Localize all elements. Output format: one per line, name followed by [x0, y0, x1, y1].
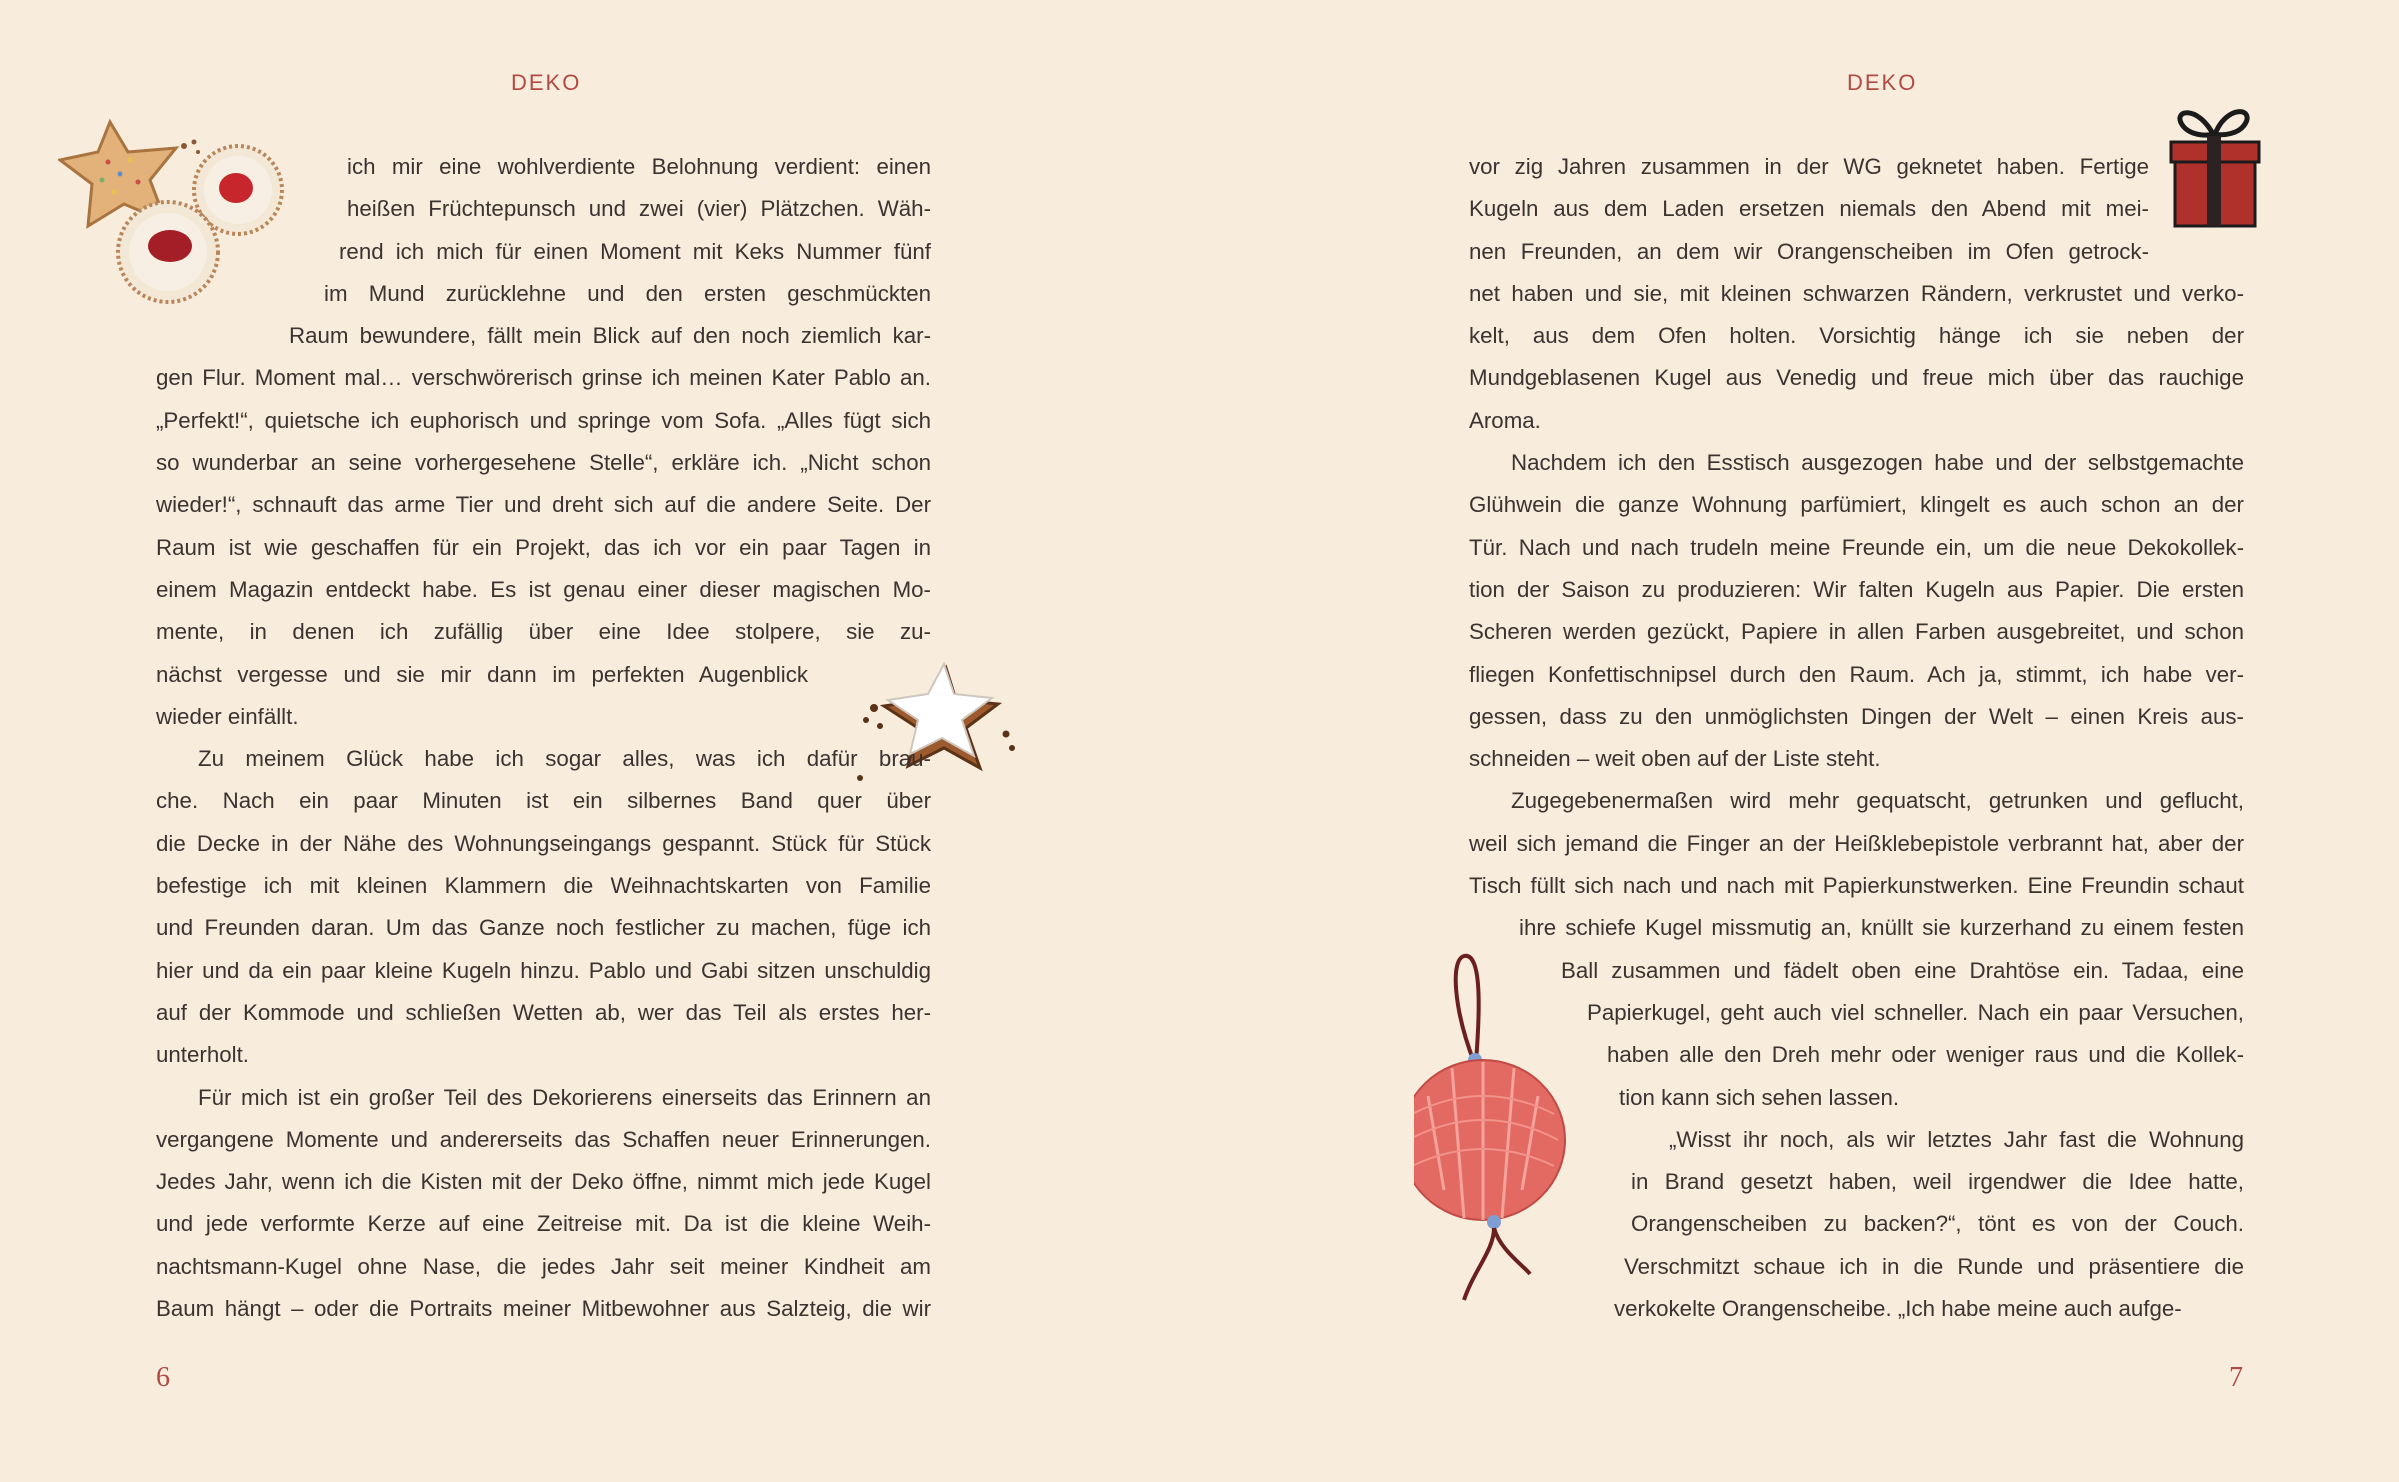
- text-line: unterholt.: [156, 1042, 249, 1068]
- page-number: 6: [156, 1362, 170, 1393]
- text-line: Tisch füllt sich nach und nach mit Papierkunstwerken. Eine Freundin schaut: [1469, 873, 2244, 899]
- text-line: nächst vergesse und sie mir dann im perfekten Augenblick: [156, 661, 808, 687]
- text-line: heißen Früchtepunsch und zwei (vier) Plätzchen. Wäh-: [347, 196, 931, 222]
- text-line: einem Magazin entdeckt habe. Es ist genau einer dieser magischen Mo-: [156, 576, 931, 602]
- text-line: che. Nach ein paar Minuten ist ein silbernes Band quer über: [156, 788, 931, 814]
- text-line: Zugegebenermaßen wird mehr gequatscht, getrunken und geflucht,: [1511, 788, 2244, 814]
- text-line: wieder einfällt.: [156, 703, 299, 729]
- text-line: „Perfekt!“, quietsche ich euphorisch und springe vom Sofa. „Alles fügt sich: [156, 407, 931, 433]
- text-line: Ball zusammen und fädelt oben eine Drahtöse ein. Tadaa, eine: [1561, 957, 2244, 983]
- text-line: vergangene Momente und andererseits das Schaffen neuer Erinnerungen.: [156, 1126, 931, 1152]
- text-line: Mundgeblasenen Kugel aus Venedig und freue mich über das rauchige: [1469, 365, 2244, 391]
- text-line: Scheren werden gezückt, Papiere in allen Farben ausgebreitet, und schon: [1469, 619, 2244, 645]
- text-line: hier und da ein paar kleine Kugeln hinzu. Pablo und Gabi sitzen unschuldig: [156, 957, 931, 983]
- text-line: Zu meinem Glück habe ich sogar alles, was ich dafür brau-: [198, 746, 931, 772]
- page-number: 7: [2229, 1362, 2243, 1393]
- text-line: gessen, dass zu den unmöglichsten Dingen der Welt – einen Kreis aus-: [1469, 703, 2244, 729]
- body-text: [156, 146, 931, 1330]
- text-line: ich mir eine wohlverdiente Belohnung verdient: einen: [347, 154, 931, 179]
- body-text: [1469, 146, 2244, 1330]
- text-line: vor zig Jahren zusammen in der WG geknetet haben. Fertige: [1469, 154, 2149, 179]
- text-line: Aroma.: [1469, 407, 1541, 433]
- running-head: DEKO: [1847, 70, 1918, 95]
- text-line: auf der Kommode und schließen Wetten ab, wer das Teil als erstes her-: [156, 999, 931, 1025]
- text-line: wieder!“, schnauft das arme Tier und dreht sich auf die andere Seite. Der: [156, 492, 931, 518]
- text-line: nachtsmann-Kugel ohne Nase, die jedes Jahr seit meiner Kindheit am: [156, 1253, 931, 1279]
- text-line: Glühwein die ganze Wohnung parfümiert, klingelt es auch schon an der: [1469, 492, 2244, 518]
- text-line: haben alle den Dreh mehr oder weniger raus und die Kollek-: [1607, 1042, 2244, 1068]
- text-line: rend ich mich für einen Moment mit Keks Nummer fünf: [339, 238, 931, 264]
- text-line: im Mund zurücklehne und den ersten geschmückten: [324, 280, 931, 306]
- text-line: kelt, aus dem Ofen holten. Vorsichtig hänge ich sie neben der: [1469, 323, 2244, 349]
- text-line: weil sich jemand die Finger an der Heißklebepistole verbrannt hat, aber der: [1469, 830, 2244, 856]
- text-line: Raum bewundere, fällt mein Blick auf den noch ziemlich kar-: [289, 323, 931, 349]
- text-line: und Freunden daran. Um das Ganze noch festlicher zu machen, füge ich: [156, 915, 931, 941]
- text-line: Kugeln aus dem Laden ersetzen niemals den Abend mit mei-: [1469, 196, 2149, 222]
- text-line: schneiden – weit oben auf der Liste steht.: [1469, 746, 1881, 772]
- text-line: und jede verformte Kerze auf eine Zeitreise mit. Da ist die kleine Weih-: [156, 1211, 931, 1237]
- text-line: tion der Saison zu produzieren: Wir falten Kugeln aus Papier. Die ersten: [1469, 576, 2244, 602]
- text-line: Verschmitzt schaue ich in die Runde und präsentiere die: [1624, 1253, 2244, 1279]
- text-line: „Wisst ihr noch, als wir letztes Jahr fast die Wohnung: [1669, 1126, 2244, 1152]
- right-page: [1199, 0, 2399, 1482]
- text-line: Orangenscheiben zu backen?“, tönt es von der Couch.: [1631, 1211, 2244, 1237]
- text-line: tion kann sich sehen lassen.: [1619, 1084, 1900, 1110]
- text-line: Papierkugel, geht auch viel schneller. Nach ein paar Versuchen,: [1587, 999, 2244, 1025]
- text-line: Baum hängt – oder die Portraits meiner Mitbewohner aus Salzteig, die wir: [156, 1296, 931, 1322]
- text-line: in Brand gesetzt haben, weil irgendwer die Idee hatte,: [1631, 1169, 2244, 1195]
- text-line: Raum ist wie geschaffen für ein Projekt, das ich vor ein paar Tagen in: [156, 534, 931, 560]
- text-line: Nachdem ich den Esstisch ausgezogen habe und der selbstgemachte: [1511, 450, 2244, 476]
- text-line: so wunderbar an seine vorhergesehene Stelle“, erkläre ich. „Nicht schon: [156, 450, 931, 476]
- text-line: nen Freunden, an dem wir Orangenscheiben im Ofen getrock-: [1469, 238, 2149, 264]
- text-line: Jedes Jahr, wenn ich die Kisten mit der Deko öffne, nimmt mich jede Kugel: [156, 1169, 931, 1195]
- text-line: fliegen Konfettischnipsel durch den Raum. Ach ja, stimmt, ich habe ver-: [1469, 661, 2244, 687]
- text-line: Für mich ist ein großer Teil des Dekorierens einerseits das Erinnern an: [198, 1084, 931, 1110]
- text-line: ihre schiefe Kugel missmutig an, knüllt sie kurzerhand zu einem festen: [1519, 915, 2244, 941]
- text-line: die Decke in der Nähe des Wohnungseingangs gespannt. Stück für Stück: [156, 830, 931, 856]
- text-line: verkokelte Orangenscheibe. „Ich habe meine auch aufge-: [1614, 1296, 2182, 1322]
- text-line: befestige ich mit kleinen Klammern die Weihnachtskarten von Familie: [156, 873, 931, 899]
- text-line: net haben und sie, mit kleinen schwarzen Rändern, verkrustet und verko-: [1469, 280, 2244, 306]
- left-page: [0, 0, 1199, 1482]
- text-line: mente, in denen ich zufällig über eine Idee stolpere, sie zu-: [156, 619, 931, 645]
- text-line: gen Flur. Moment mal… verschwörerisch grinse ich meinen Kater Pablo an.: [156, 365, 931, 391]
- text-line: Tür. Nach und nach trudeln meine Freunde ein, um die neue Dekokollek-: [1469, 534, 2244, 560]
- running-head: DEKO: [511, 70, 582, 95]
